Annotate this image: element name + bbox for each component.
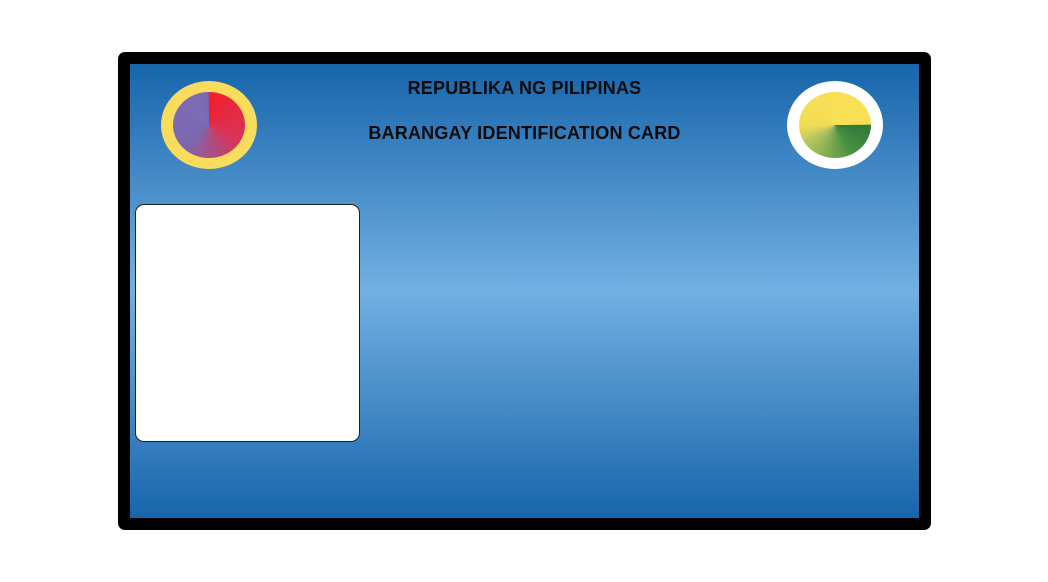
- right-seal-core: [799, 92, 871, 158]
- photo-placeholder: [135, 204, 360, 442]
- card-title: BARANGAY IDENTIFICATION CARD: [368, 123, 681, 143]
- right-seal-icon: [787, 81, 883, 169]
- id-card: [118, 52, 931, 530]
- id-card-face: [130, 64, 919, 518]
- country-heading: REPUBLIKA NG PILIPINAS: [407, 78, 642, 98]
